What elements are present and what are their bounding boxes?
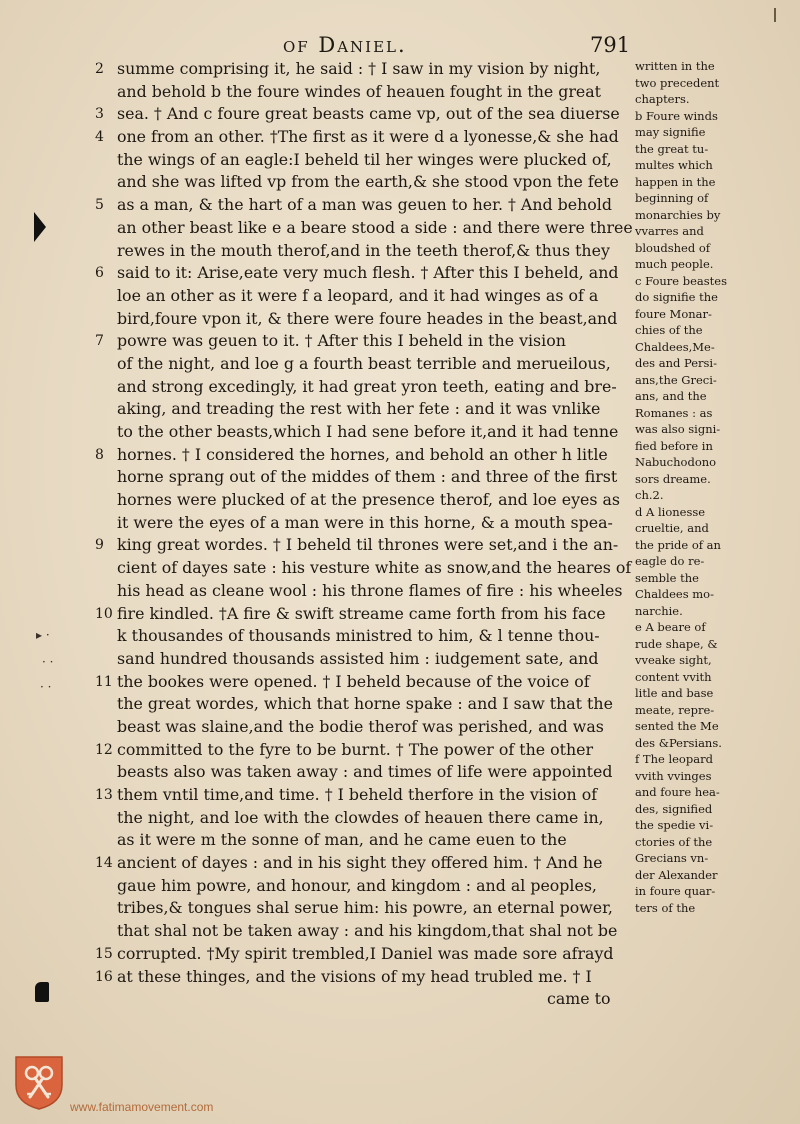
text-line [95, 943, 635, 966]
verse-number: 10 [95, 605, 113, 622]
line-text: one from an other. †The first as it were d a lyonesse,& she had [117, 127, 619, 147]
margin-note-line: in foure quar- [635, 884, 716, 898]
margin-note-line: meate, repre- [635, 702, 715, 717]
margin-note-line: eagle do re- [635, 554, 705, 568]
verse-number: 8 [95, 446, 104, 463]
text-line [95, 262, 635, 285]
margin-note-line: Nabuchodono [635, 455, 717, 469]
margin-note-line: monarchies by [635, 207, 721, 222]
line-text: as a man, & the hart of a man was geuen to her. † And behold [117, 195, 612, 215]
line-text: came to [547, 989, 611, 1009]
margin-note-line: d A lionesse [635, 504, 706, 519]
verse-number: 5 [95, 197, 104, 214]
margin-note-line: the great tu- [635, 141, 709, 156]
margin-note-line: Grecians vn- [635, 851, 709, 865]
text-line [95, 852, 635, 875]
text-line [95, 716, 635, 739]
text-line [95, 466, 635, 489]
text-line [95, 557, 635, 580]
verse-number: 12 [95, 741, 113, 758]
margin-note-line: sors dreame. [635, 471, 711, 486]
line-text: and strong excedingly, it had great yron teeth, eating and bre- [117, 376, 617, 396]
line-text: hornes. † I considered the hornes, and behold an other h litle [117, 444, 608, 464]
text-line [95, 648, 635, 671]
line-text: it were the eyes of a man were in this horne, & a mouth spea- [117, 512, 613, 532]
line-text: tribes,& tongues shal serue him: his powre, an eternal power, [117, 898, 613, 918]
line-text: the bookes were opened. † I beheld because of the voice of [117, 671, 590, 691]
line-text: an other beast like e a beare stood a side : and there were three [117, 217, 633, 237]
margin-note-line: Chaldees,Me- [635, 339, 715, 354]
margin-note-line: two precedent [635, 75, 720, 90]
text-line [95, 671, 635, 694]
text-line [95, 285, 635, 308]
ink-specks: · · [42, 655, 54, 669]
verse-number: 14 [95, 855, 113, 872]
text-line [95, 739, 635, 762]
line-text: that shal not be taken away : and his kingdom,that shal not be [117, 921, 618, 941]
verse-number: 9 [95, 537, 104, 554]
margin-note-line: litle and base [635, 686, 714, 700]
text-line [95, 875, 635, 898]
margin-note-line: ans,the Greci- [635, 372, 717, 387]
text-line [95, 126, 635, 149]
text-line [95, 512, 635, 535]
line-text: as it were m the sonne of man, and he came euen to the [117, 830, 567, 850]
line-text: beast was slaine,and the bodie therof was perished, and was [117, 716, 604, 736]
text-line [95, 784, 635, 807]
verse-number: 4 [95, 129, 104, 146]
text-line [95, 761, 635, 784]
line-text: corrupted. †My spirit trembled,I Daniel was made sore afrayd [117, 943, 614, 963]
margin-note-line: and foure hea- [635, 785, 720, 799]
verse-number: 11 [95, 673, 113, 690]
text-line [95, 353, 635, 376]
line-text: king great wordes. † I beheld til thrones were set,and i the an- [117, 535, 619, 555]
margin-note-line: ch.2. [635, 488, 664, 502]
verse-number: 15 [95, 945, 113, 962]
text-line [95, 330, 635, 353]
line-text: hornes were plucked of at the presence therof, and loe eyes as [117, 490, 621, 510]
line-text: them vntil time,and time. † I beheld therfore in the vision of [117, 785, 598, 804]
margin-note-line: do signifie the [635, 290, 718, 304]
text-line [95, 149, 635, 172]
margin-note-line: ans, and the [635, 389, 707, 403]
papal-keys-logo-icon [12, 1053, 66, 1111]
page-number: 791 [590, 33, 631, 57]
verse-number: 7 [95, 333, 104, 350]
margin-note-line: der Alexander [635, 867, 718, 882]
text-line [95, 240, 635, 263]
text-line [95, 580, 635, 603]
line-text: committed to the fyre to be burnt. † The power of the other [117, 739, 594, 759]
text-line [95, 625, 635, 648]
line-text: fire kindled. †A fire & swift streame came forth from his face [117, 603, 606, 623]
text-line [95, 58, 635, 81]
text-line [95, 81, 635, 104]
line-text: ancient of dayes : and in his sight they offered him. † And he [117, 853, 603, 873]
margin-note-line: Romanes : as [635, 405, 713, 420]
margin-note-line: the pride of an [635, 537, 721, 552]
line-text: summe comprising it, he said : † I saw in my vision by night, [117, 59, 601, 78]
text-line [95, 444, 635, 467]
line-text: of the night, and loe g a fourth beast terrible and merueilous, [117, 353, 611, 373]
ink-specks: ▸ · [36, 628, 50, 642]
line-text: gaue him powre, and honour, and kingdom : and al peoples, [117, 875, 597, 895]
text-line [95, 308, 635, 331]
line-text: and she was lifted vp from the earth,& she stood vpon the fete [117, 172, 619, 192]
margin-note-line: fied before in [635, 438, 713, 453]
margin-note-line: sented the Me [635, 719, 719, 733]
main-text-column [95, 58, 635, 1011]
running-title: of Daniel. [283, 33, 407, 57]
margin-note-line: written in the [635, 59, 715, 73]
margin-note-line: b Foure winds [635, 108, 718, 123]
margin-note-line: the spedie vi- [635, 818, 714, 832]
margin-note-line: happen in the [635, 174, 716, 189]
line-text: said to it: Arise,eate very much flesh. † After this I beheld, and [117, 263, 619, 283]
margin-note-line: des &Persians. [635, 735, 722, 750]
margin-note-line: bloudshed of [635, 240, 711, 255]
text-line [95, 897, 635, 920]
text-line [95, 171, 635, 194]
ink-mark [35, 982, 49, 1002]
line-text: the wings of an eagle:I beheld til her winges were plucked of, [117, 149, 612, 169]
margin-note-line: crueltie, and [635, 521, 709, 535]
text-line [95, 398, 635, 421]
margin-note-line: foure Monar- [635, 306, 712, 321]
line-text: his head as cleane wool : his throne flames of fire : his wheeles [117, 580, 623, 600]
line-text: beasts also was taken away : and times of life were appointed [117, 762, 613, 782]
margin-note-line: was also signi- [635, 422, 721, 436]
ink-specks: · · [40, 680, 52, 694]
line-text: sea. † And c foure great beasts came vp, out of the sea diuerse [117, 104, 620, 124]
verse-number: 13 [95, 787, 113, 803]
margin-note-line: Chaldees mo- [635, 587, 714, 601]
verse-number: 6 [95, 265, 104, 282]
margin-note-line: ctories of the [635, 834, 713, 849]
margin-notes-column [635, 58, 775, 916]
margin-note-line: c Foure beastes [635, 273, 727, 288]
margin-note-line: rude shape, & [635, 636, 718, 651]
line-text: the night, and loe with the clowdes of heauen there came in, [117, 807, 604, 827]
line-text: to the other beasts,which I had sene before it,and it had tenne [117, 422, 619, 441]
margin-note-line: chapters. [635, 92, 690, 106]
text-line [95, 376, 635, 399]
text-line [95, 920, 635, 943]
margin-note-line: ters of the [635, 900, 696, 915]
text-line [95, 217, 635, 240]
margin-note-line: vveake sight, [635, 653, 712, 667]
text-line [95, 534, 635, 557]
text-line [95, 421, 635, 444]
text-line [95, 103, 635, 126]
margin-note-line: much people. [635, 257, 714, 271]
line-text: cient of dayes sate : his vesture white as snow,and the heares of [117, 558, 632, 578]
margin-note-line: may signifie [635, 125, 706, 139]
line-text: the great wordes, which that horne spake : and I saw that the [117, 694, 613, 714]
line-text: k thousandes of thousands ministred to him, & l tenne thou- [117, 626, 600, 646]
margin-note-line: vvith vvinges [635, 768, 712, 783]
margin-note-line: semble the [635, 570, 699, 585]
text-line [95, 988, 635, 1011]
margin-note-line: multes which [635, 158, 713, 172]
text-line [95, 829, 635, 852]
margin-note-line: f The leopard [635, 752, 713, 766]
running-header [0, 33, 800, 61]
line-text: horne sprang out of the middes of them : and three of the first [117, 467, 618, 487]
margin-note-line: content vvith [635, 669, 712, 684]
margin-note-line: des, signified [635, 801, 713, 816]
margin-note-line: beginning of [635, 191, 709, 205]
line-text: sand hundred thousands assisted him : iudgement sate, and [117, 648, 599, 668]
margin-bracket-mark [34, 212, 46, 242]
margin-note-line: e A beare of [635, 620, 706, 634]
line-text: aking, and treading the rest with her fete : and it was vnlike [117, 399, 601, 419]
text-line [95, 194, 635, 217]
text-line [95, 966, 635, 989]
edge-mark [774, 8, 776, 22]
footer-url: www.fatimamovement.com [70, 1100, 214, 1114]
line-text: rewes in the mouth therof,and in the teeth therof,& thus they [117, 240, 610, 260]
line-text: at these thinges, and the visions of my head trubled me. † I [117, 966, 592, 986]
margin-note-line: vvarres and [635, 224, 704, 238]
text-line [95, 807, 635, 830]
line-text: bird,foure vpon it, & there were foure heades in the beast,and [117, 308, 618, 328]
text-line [95, 603, 635, 626]
margin-note-line: chies of the [635, 323, 703, 337]
verse-number: 2 [95, 61, 104, 77]
margin-note-line: des and Persi- [635, 356, 717, 370]
line-text: and behold b the foure windes of heauen fought in the great [117, 81, 602, 101]
line-text: loe an other as it were f a leopard, and it had winges as of a [117, 285, 599, 305]
line-text: powre was geuen to it. † After this I beheld in the vision [117, 331, 566, 351]
verse-number: 16 [95, 968, 113, 985]
text-line [95, 693, 635, 716]
text-line [95, 489, 635, 512]
margin-note-line: narchie. [635, 603, 683, 618]
verse-number: 3 [95, 106, 104, 123]
